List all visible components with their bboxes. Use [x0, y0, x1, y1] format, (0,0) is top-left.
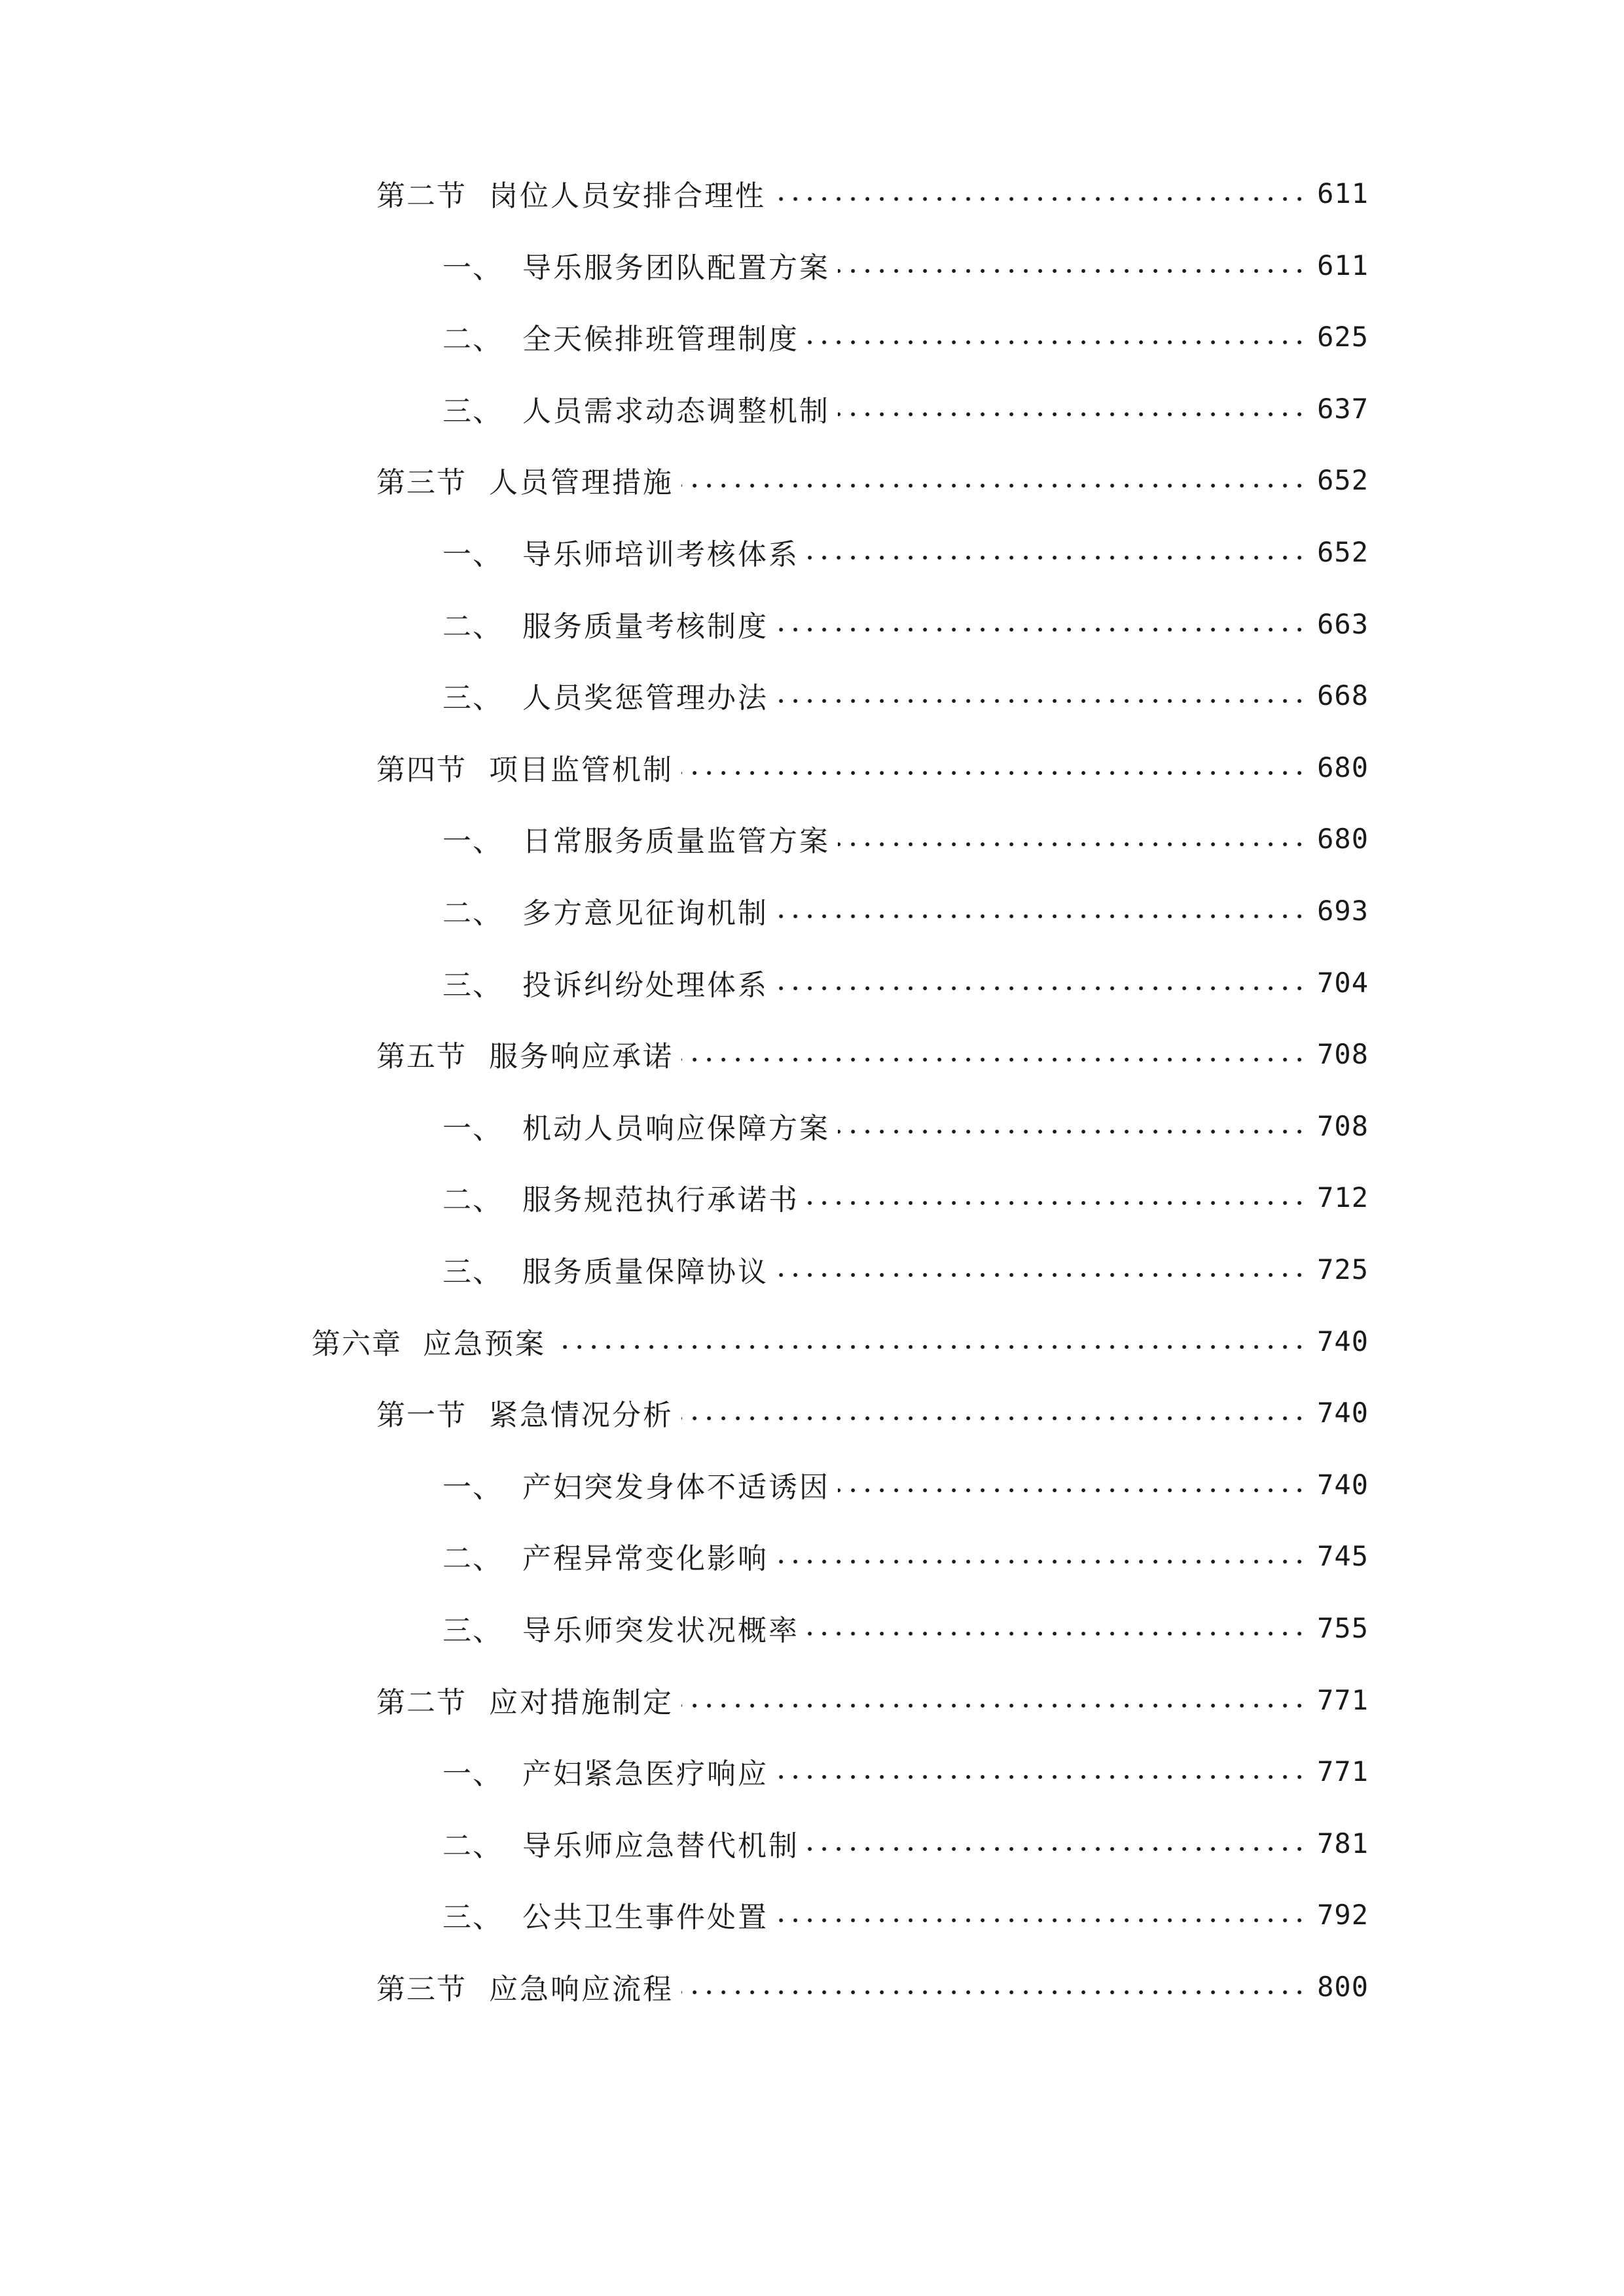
toc-entry-page-number: 611 — [1317, 177, 1369, 209]
toc-entry-page-number: 740 — [1317, 1468, 1369, 1501]
toc-entry-number: 第三节 — [376, 466, 467, 499]
toc-entry-number: 第一节 — [376, 1399, 467, 1432]
toc-entry-title: 应对措施制定 — [489, 1686, 674, 1719]
dot-leader — [681, 1990, 1307, 1995]
toc-entry-page-number: 740 — [1317, 1325, 1369, 1357]
toc-entry-number: 三、 — [442, 1901, 503, 1934]
toc-entry-title: 产妇突发身体不适诱因 — [522, 1471, 830, 1504]
dot-leader — [776, 914, 1307, 919]
toc-entry[interactable] — [442, 386, 1369, 431]
toc-entry-number: 二、 — [442, 610, 503, 643]
dot-leader — [807, 1200, 1307, 1206]
toc-entry-page-number: 680 — [1317, 822, 1369, 855]
toc-entry-page-number: 745 — [1317, 1539, 1369, 1572]
toc-entry-page-number: 668 — [1317, 679, 1369, 711]
toc-entry-page-number: 652 — [1317, 463, 1369, 496]
toc-entry-number: 第六章 — [312, 1327, 402, 1361]
toc-entry-page-number: 637 — [1317, 392, 1369, 425]
toc-entry-number: 一、 — [442, 1757, 503, 1791]
toc-entry-title: 产妇紧急医疗响应 — [522, 1757, 768, 1791]
toc-entry-page-number: 704 — [1317, 966, 1369, 999]
toc-entry-title: 应急预案 — [423, 1327, 546, 1361]
toc-entry-page-number: 781 — [1317, 1827, 1369, 1859]
toc-entry-number: 第二节 — [376, 1686, 467, 1719]
dot-leader — [681, 770, 1307, 776]
toc-entry-number: 二、 — [442, 897, 503, 930]
toc-entry-number: 三、 — [442, 1614, 503, 1647]
dot-leader — [774, 196, 1307, 202]
toc-entry[interactable] — [442, 242, 1369, 288]
toc-entry-number: 三、 — [442, 395, 503, 428]
dot-leader — [681, 1416, 1307, 1421]
toc-entry-title: 岗位人员安排合理性 — [489, 179, 766, 213]
toc-entry[interactable] — [376, 1390, 1369, 1435]
toc-entry-title: 导乐服务团队配置方案 — [522, 251, 830, 285]
toc-entry[interactable] — [442, 1533, 1369, 1579]
toc-entry-number: 二、 — [442, 1829, 503, 1863]
toc-entry-page-number: 680 — [1317, 751, 1369, 783]
toc-entry[interactable] — [442, 529, 1369, 575]
toc-entry[interactable] — [442, 1892, 1369, 1937]
toc-entry[interactable] — [442, 314, 1369, 359]
toc-entry-page-number: 725 — [1317, 1253, 1369, 1285]
dot-leader — [681, 1703, 1307, 1708]
toc-entry-title: 公共卫生事件处置 — [522, 1901, 768, 1934]
toc-entry-title: 服务响应承诺 — [489, 1040, 674, 1073]
dot-leader — [554, 1344, 1307, 1350]
toc-entry-number: 二、 — [442, 323, 503, 356]
dot-leader — [776, 986, 1307, 991]
toc-entry-number: 一、 — [442, 538, 503, 571]
dot-leader — [776, 1272, 1307, 1278]
toc-entry-page-number: 771 — [1317, 1755, 1369, 1787]
toc-entry-title: 导乐师突发状况概率 — [522, 1614, 799, 1647]
toc-entry-title: 日常服务质量监管方案 — [522, 825, 830, 858]
toc-entry-number: 一、 — [442, 825, 503, 858]
toc-entry[interactable] — [442, 672, 1369, 718]
toc-entry-number: 三、 — [442, 681, 503, 715]
toc-entry-page-number: 708 — [1317, 1037, 1369, 1070]
toc-entry[interactable] — [442, 1820, 1369, 1866]
toc-entry-page-number: 792 — [1317, 1898, 1369, 1931]
toc-entry-number: 二、 — [442, 1183, 503, 1217]
toc-entry-title: 导乐师应急替代机制 — [522, 1829, 799, 1863]
toc-entry[interactable] — [442, 601, 1369, 647]
toc-entry-title: 人员需求动态调整机制 — [522, 395, 830, 428]
toc-entry-title: 投诉纠纷处理体系 — [522, 969, 768, 1002]
toc-entry-title: 多方意见征询机制 — [522, 897, 768, 930]
toc-entry-number: 第五节 — [376, 1040, 467, 1073]
toc-entry-page-number: 663 — [1317, 607, 1369, 640]
toc-entry-number: 二、 — [442, 1542, 503, 1575]
dot-leader — [838, 268, 1307, 274]
toc-entry[interactable] — [376, 1031, 1369, 1077]
toc-entry[interactable] — [376, 1677, 1369, 1723]
toc-entry-page-number: 755 — [1317, 1611, 1369, 1644]
toc-entry-number: 三、 — [442, 969, 503, 1002]
toc-entry-number: 第二节 — [376, 179, 467, 213]
toc-entry-page-number: 625 — [1317, 320, 1369, 353]
toc-entry[interactable] — [442, 1246, 1369, 1292]
toc-entry-number: 第四节 — [376, 753, 467, 787]
toc-entry-title: 服务质量保障协议 — [522, 1255, 768, 1289]
dot-leader — [681, 483, 1307, 488]
toc-entry-number: 三、 — [442, 1255, 503, 1289]
toc-entry-title: 服务规范执行承诺书 — [522, 1183, 799, 1217]
dot-leader — [776, 627, 1307, 632]
toc-entry[interactable] — [376, 744, 1369, 790]
dot-leader — [838, 1488, 1307, 1493]
dot-leader — [807, 340, 1307, 345]
dot-leader — [807, 1631, 1307, 1636]
toc-entry-title: 紧急情况分析 — [489, 1399, 674, 1432]
toc-entry-number: 一、 — [442, 1112, 503, 1145]
toc-entry[interactable] — [442, 1748, 1369, 1794]
toc-entry[interactable] — [442, 1174, 1369, 1220]
toc-entry-page-number: 800 — [1317, 1970, 1369, 2003]
toc-entry-page-number: 771 — [1317, 1683, 1369, 1716]
toc-entry-number: 一、 — [442, 1471, 503, 1504]
toc-entry[interactable] — [376, 457, 1369, 503]
toc-entry[interactable] — [376, 170, 1369, 216]
toc-entry-page-number: 652 — [1317, 535, 1369, 568]
dot-leader — [807, 555, 1307, 560]
toc-entry[interactable] — [312, 1318, 1369, 1364]
toc-entry-title: 人员管理措施 — [489, 466, 674, 499]
dot-leader — [838, 1129, 1307, 1134]
toc-entry-title: 应急响应流程 — [489, 1973, 674, 2006]
dot-leader — [776, 1559, 1307, 1564]
toc-entry-title: 全天候排班管理制度 — [522, 323, 799, 356]
toc-entry[interactable] — [442, 960, 1369, 1005]
dot-leader — [838, 842, 1307, 847]
toc-entry-title: 项目监管机制 — [489, 753, 674, 787]
toc-entry-number: 第三节 — [376, 1973, 467, 2006]
toc-entry-title: 机动人员响应保障方案 — [522, 1112, 830, 1145]
toc-entry-page-number: 740 — [1317, 1396, 1369, 1429]
dot-leader — [776, 1774, 1307, 1780]
toc-entry-title: 产程异常变化影响 — [522, 1542, 768, 1575]
dot-leader — [681, 1057, 1307, 1062]
toc-entry[interactable] — [442, 1103, 1369, 1149]
toc-entry-title: 人员奖惩管理办法 — [522, 681, 768, 715]
dot-leader — [807, 1846, 1307, 1852]
dot-leader — [776, 1918, 1307, 1923]
toc-entry-title: 服务质量考核制度 — [522, 610, 768, 643]
toc-entry-title: 导乐师培训考核体系 — [522, 538, 799, 571]
toc-entry-number: 一、 — [442, 251, 503, 285]
toc-entry[interactable] — [442, 1605, 1369, 1651]
dot-leader — [776, 698, 1307, 704]
toc-entry[interactable] — [442, 816, 1369, 861]
toc-entry[interactable] — [376, 1964, 1369, 2009]
toc-entry[interactable] — [442, 1462, 1369, 1507]
dot-leader — [838, 412, 1307, 417]
toc-entry[interactable] — [442, 888, 1369, 933]
toc-entry-page-number: 693 — [1317, 894, 1369, 927]
toc-entry-page-number: 708 — [1317, 1109, 1369, 1142]
toc-entry-page-number: 611 — [1317, 249, 1369, 281]
toc-entry-page-number: 712 — [1317, 1181, 1369, 1213]
